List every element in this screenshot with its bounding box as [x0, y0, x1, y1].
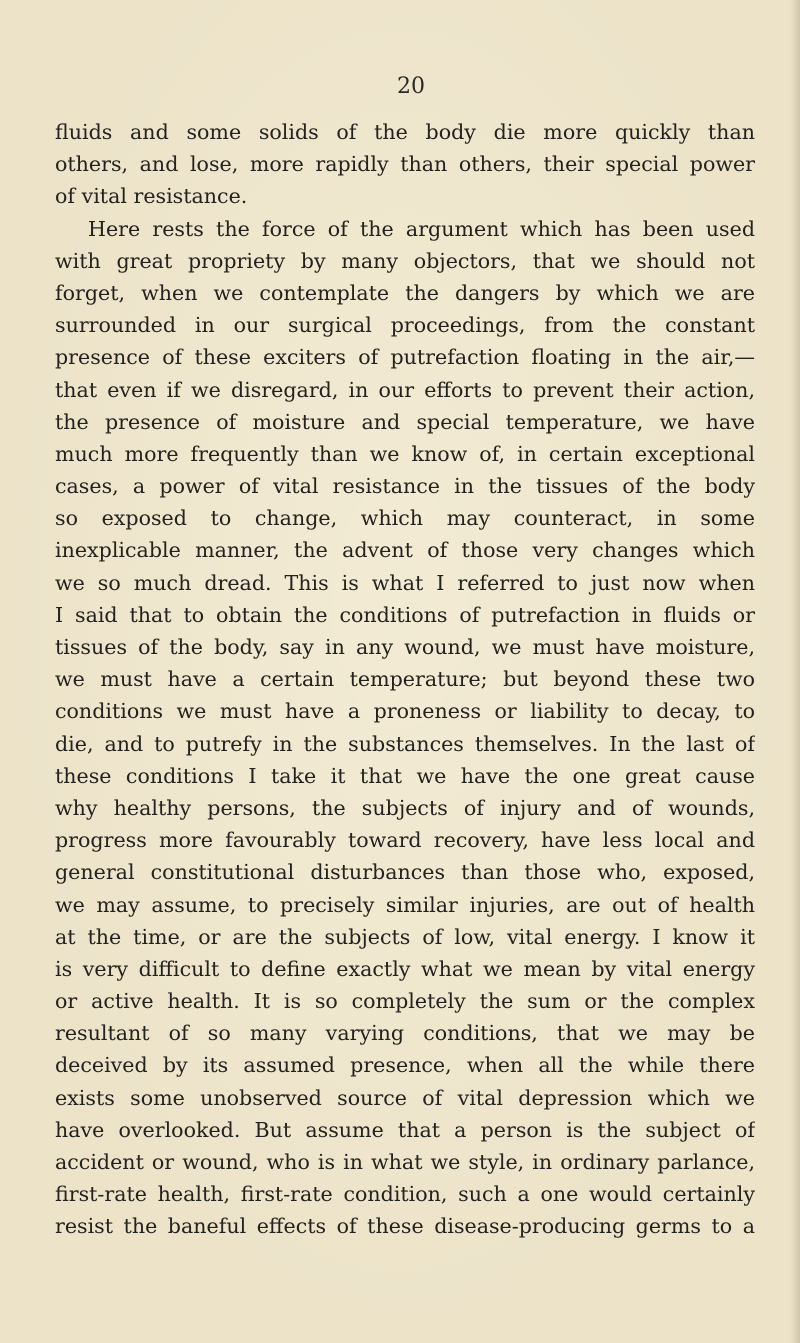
text-line: that even if we disregard, in our efforts to prevent their action, [55, 377, 755, 402]
page-edge-shadow [790, 0, 800, 1343]
text-line: tissues of the body, say in any wound, we must have moisture, [55, 635, 755, 659]
text-line: have overlooked. But assume that a person is the subject of [55, 1117, 755, 1142]
text-line: progress more favourably toward recovery, have less local and [55, 828, 755, 853]
text-line: we must have a certain temperature; but beyond these two [55, 667, 755, 692]
text-line: of vital resistance. [55, 184, 248, 209]
text-line: cases, a power of vital resistance in the tissues of the body [55, 474, 755, 499]
text-line: so exposed to change, which may counteract, in some [55, 506, 755, 531]
text-line: the presence of moisture and special temperature, we have [55, 409, 755, 434]
page-number: 20 [397, 74, 425, 99]
text-line: fluids and some solids of the body die more quickly than [55, 120, 755, 144]
body-text [55, 116, 755, 1243]
text-line: exists some unobserved source of vital depression which we [55, 1085, 755, 1110]
text-line: others, and lose, more rapidly than others, their special power [55, 152, 755, 177]
text-line: resultant of so many varying conditions, that we may be [55, 1021, 755, 1046]
text-line: deceived by its assumed presence, when all the while there [55, 1053, 755, 1078]
text-line: Here rests the force of the argument which has been used [88, 216, 755, 241]
text-line: much more frequently than we know of, in certain exceptional [55, 441, 755, 466]
text-line: these conditions I take it that we have the one great cause [55, 763, 755, 788]
text-line: at the time, or are the subjects of low, vital energy. I know it [55, 924, 755, 949]
text-line: conditions we must have a proneness or liability to decay, to [55, 699, 755, 724]
text-line: first-rate health, first-rate condition, such a one would certainly [55, 1182, 755, 1207]
text-line: is very difficult to define exactly what we mean by vital energy [55, 956, 755, 981]
text-line: with great propriety by many objectors, that we should not [55, 248, 755, 273]
text-line: forget, when we contemplate the dangers by which we are [55, 280, 755, 305]
text-line: surrounded in our surgical proceedings, from the constant [55, 313, 755, 338]
text-line: why healthy persons, the subjects of injury and of wounds, [55, 795, 755, 820]
text-line: we so much dread. This is what I referred to just now when [55, 570, 755, 595]
text-line: resist the baneful effects of these disease-producing germs to a [55, 1214, 755, 1239]
text-line: die, and to putrefy in the substances themselves. In the last of [55, 731, 755, 756]
text-line: I said that to obtain the conditions of putrefaction in fluids or [55, 602, 755, 627]
text-line: inexplicable manner, the advent of those very changes which [55, 538, 755, 563]
text-line: or active health. It is so completely the sum or the complex [55, 989, 755, 1014]
text-line: presence of these exciters of putrefaction floating in the air,— [55, 345, 755, 370]
text-line: accident or wound, who is in what we style, in ordinary parlance, [55, 1150, 755, 1174]
text-line: general constitutional disturbances than those who, exposed, [55, 860, 755, 885]
text-line: we may assume, to precisely similar injuries, are out of health [55, 892, 755, 917]
